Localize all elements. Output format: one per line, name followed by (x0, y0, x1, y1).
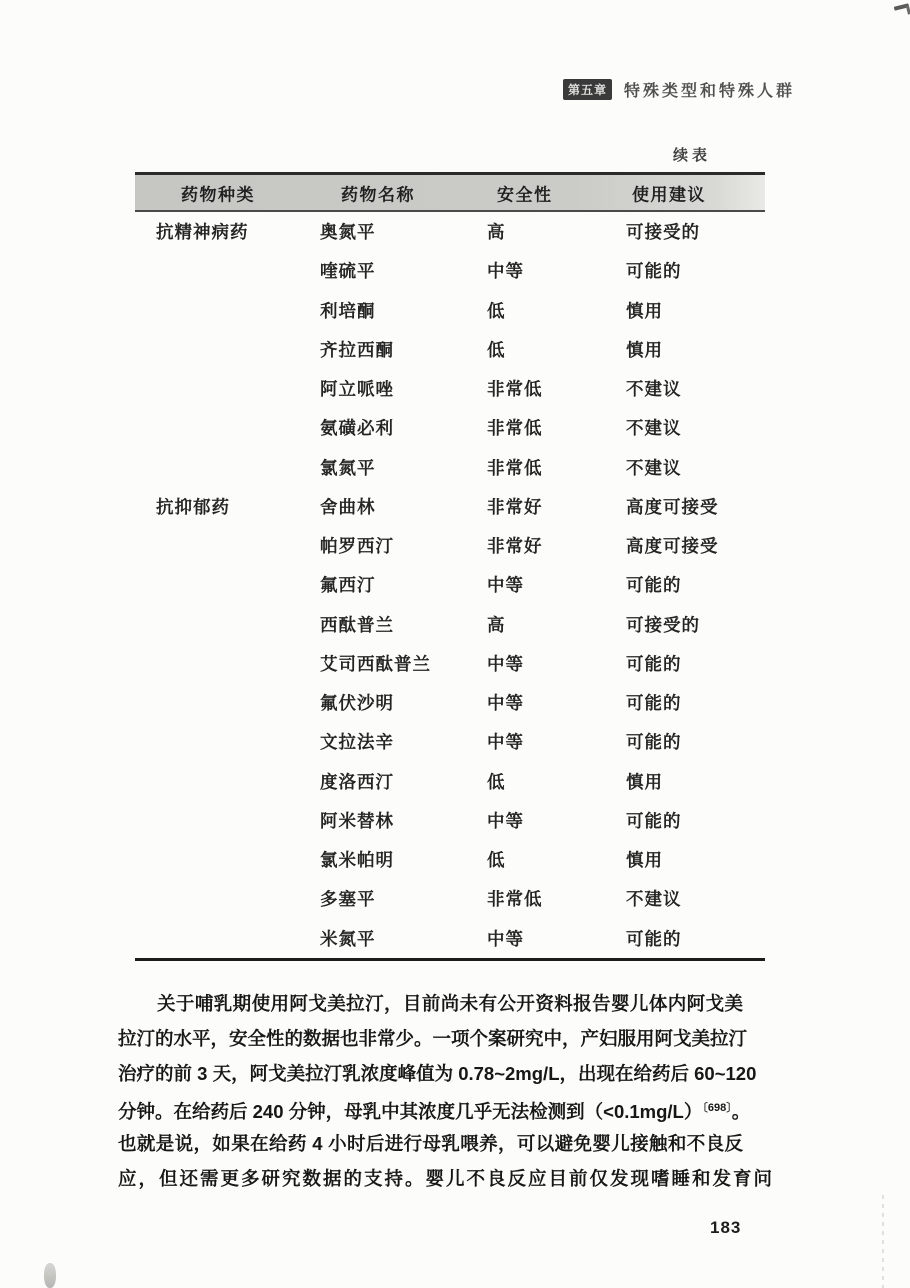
cell-drug: 米氮平 (320, 928, 376, 949)
cell-advice: 可能的 (626, 261, 682, 282)
cell-advice: 慎用 (626, 850, 663, 871)
cell-drug: 氨磺必利 (320, 418, 394, 439)
cell-advice: 高度可接受 (626, 496, 719, 517)
paragraph-text: 分钟。在给药后 240 分钟，母乳中其浓度几乎无法检测到（<0.1mg/L） (118, 1101, 703, 1122)
table-row (135, 801, 765, 840)
cell-category: 抗抑郁药 (156, 496, 230, 517)
cell-advice: 可能的 (626, 732, 682, 753)
cell-safety: 非常低 (487, 379, 543, 400)
cell-safety: 非常好 (487, 496, 543, 517)
table-continued-note: 续表 (673, 147, 712, 164)
cell-drug: 文拉法辛 (320, 732, 394, 753)
table-row (135, 644, 765, 683)
table-row (135, 683, 765, 722)
cell-safety: 中等 (487, 261, 524, 282)
page-number: 183 (710, 1218, 742, 1237)
cell-drug: 氯氮平 (320, 457, 376, 478)
table-row (135, 212, 765, 251)
cell-drug: 阿米替林 (320, 810, 394, 831)
table-row (135, 251, 765, 290)
cell-advice: 可能的 (626, 693, 682, 714)
cell-drug: 阿立哌唑 (320, 379, 394, 400)
citation-superscript: 〔698〕 (702, 1102, 732, 1114)
cell-drug: 奥氮平 (320, 222, 376, 243)
running-header (563, 78, 795, 101)
cell-advice: 可能的 (626, 928, 682, 949)
cell-drug: 艾司西酞普兰 (320, 653, 431, 674)
cell-advice: 慎用 (626, 300, 663, 321)
table-row (135, 291, 765, 330)
table-row (135, 919, 765, 958)
scan-corner-artifact (894, 3, 910, 11)
table-header-row (135, 172, 765, 212)
column-header-safety: 安全性 (497, 185, 553, 204)
cell-safety: 中等 (487, 575, 524, 596)
cell-drug: 氟西汀 (320, 575, 376, 596)
column-header-drug: 药物名称 (341, 185, 415, 204)
cell-safety: 中等 (487, 653, 524, 674)
cell-safety: 中等 (487, 928, 524, 949)
scan-edge-dots (882, 1195, 884, 1288)
cell-advice: 不建议 (626, 457, 682, 478)
cell-advice: 可接受的 (626, 614, 700, 635)
cell-advice: 不建议 (626, 889, 682, 910)
cell-drug: 帕罗西汀 (320, 536, 394, 557)
cell-advice: 可能的 (626, 653, 682, 674)
column-header-category: 药物种类 (181, 185, 255, 204)
cell-safety: 中等 (487, 810, 524, 831)
paragraph-line: 拉汀的水平，安全性的数据也非常少。一项个案研究中，产妇服用阿戈美拉汀 (118, 1028, 748, 1049)
cell-advice: 不建议 (626, 418, 682, 439)
drug-safety-table (135, 172, 765, 961)
cell-advice: 慎用 (626, 771, 663, 792)
paragraph-line: 也就是说，如果在给药 4 小时后进行母乳喂养，可以避免婴儿接触和不良反 (118, 1133, 743, 1154)
cell-safety: 中等 (487, 732, 524, 753)
paragraph-line: 应，但还需更多研究数据的支持。婴儿不良反应目前仅发现嗜睡和发育问 (118, 1168, 775, 1189)
table-row (135, 330, 765, 369)
cell-safety: 非常低 (487, 889, 543, 910)
cell-drug: 氟伏沙明 (320, 693, 394, 714)
table-row (135, 722, 765, 761)
table-body (135, 212, 765, 961)
cell-safety: 低 (487, 339, 506, 360)
table-row (135, 408, 765, 447)
cell-drug: 度洛西汀 (320, 771, 394, 792)
cell-advice: 可能的 (626, 575, 682, 596)
cell-safety: 非常好 (487, 536, 543, 557)
table-row (135, 605, 765, 644)
chapter-badge: 第五章 (563, 79, 612, 100)
table-row (135, 879, 765, 918)
cell-drug: 舍曲林 (320, 496, 376, 517)
cell-safety: 非常低 (487, 457, 543, 478)
cell-safety: 非常低 (487, 418, 543, 439)
cell-safety: 高 (487, 222, 506, 243)
cell-safety: 高 (487, 614, 506, 635)
table-row (135, 526, 765, 565)
cell-drug: 多塞平 (320, 889, 376, 910)
cell-drug: 齐拉西酮 (320, 339, 394, 360)
running-header-title: 特殊类型和特殊人群 (624, 83, 796, 100)
cell-advice: 高度可接受 (626, 536, 719, 557)
cell-advice: 可能的 (626, 810, 682, 831)
cell-safety: 低 (487, 771, 506, 792)
table-row (135, 840, 765, 879)
cell-safety: 低 (487, 850, 506, 871)
paragraph-line (118, 1091, 751, 1126)
cell-safety: 中等 (487, 693, 524, 714)
table-row (135, 448, 765, 487)
paragraph-line: 治疗的前 3 天，阿戈美拉汀乳浓度峰值为 0.78~2mg/L，出现在给药后 60~120 (118, 1063, 757, 1084)
cell-advice: 不建议 (626, 379, 682, 400)
cell-drug: 利培酮 (320, 300, 376, 321)
cell-safety: 低 (487, 300, 506, 321)
table-row (135, 565, 765, 604)
cell-drug: 西酞普兰 (320, 614, 394, 635)
column-header-advice: 使用建议 (632, 185, 706, 204)
table-row (135, 487, 765, 526)
body-paragraph (118, 986, 775, 1196)
paragraph-line: 关于哺乳期使用阿戈美拉汀，目前尚未有公开资料报告婴儿体内阿戈美 (157, 993, 743, 1014)
paragraph-text: 。 (731, 1101, 751, 1122)
cell-advice: 可接受的 (626, 222, 700, 243)
table-row (135, 369, 765, 408)
scan-smudge (44, 1263, 56, 1288)
table-row (135, 762, 765, 801)
cell-drug: 喹硫平 (320, 261, 376, 282)
cell-drug: 氯米帕明 (320, 850, 394, 871)
cell-advice: 慎用 (626, 339, 663, 360)
cell-category: 抗精神病药 (156, 222, 249, 243)
